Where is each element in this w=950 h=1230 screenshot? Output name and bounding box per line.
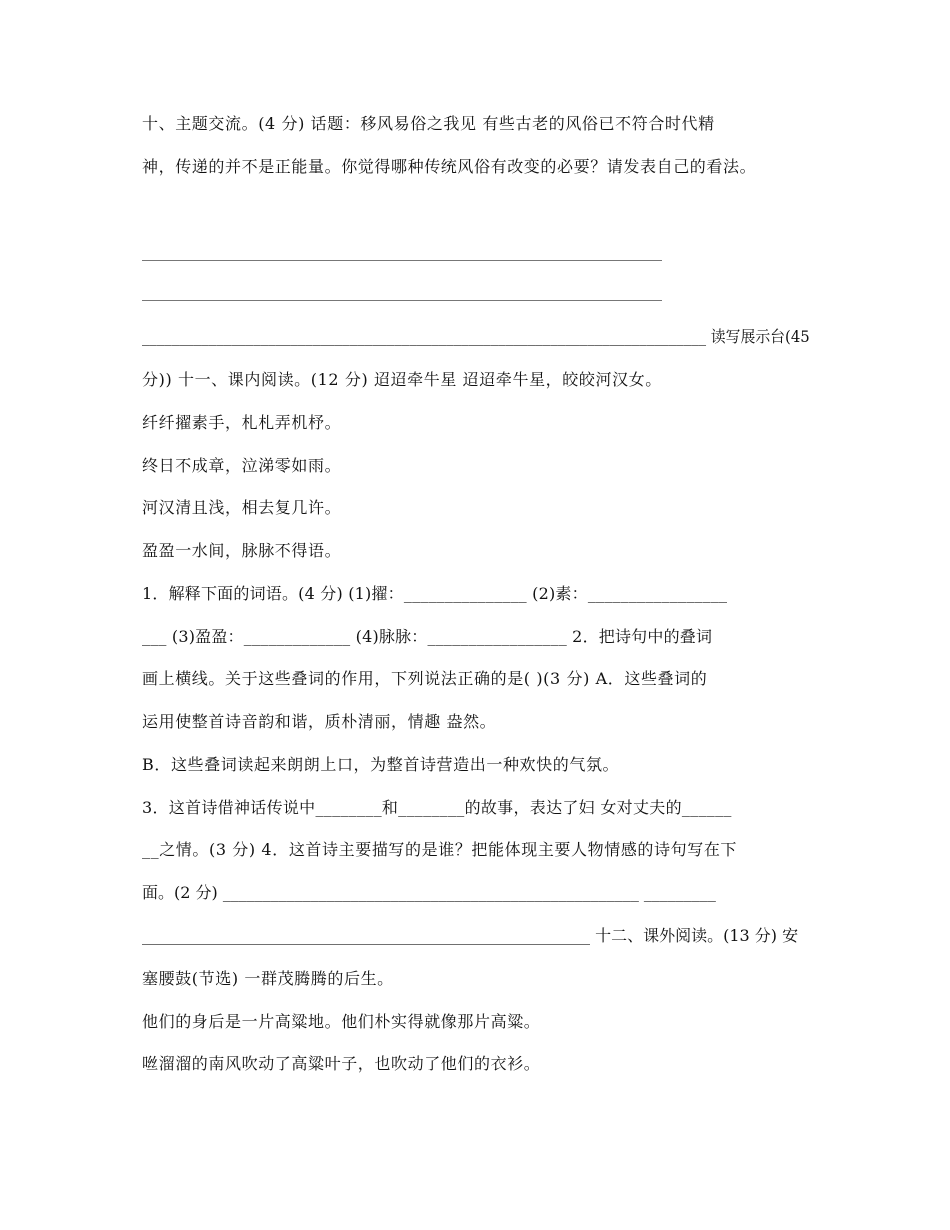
poem-line-5: 盈盈一水间，脉脉不得语。 [142,541,342,560]
reading-paragraph-2: 咝溜溜的南风吹动了高粱叶子，也吹动了他们的衣衫。 [142,1054,541,1073]
answer-line-1 [142,260,662,261]
question-3: 3．这首诗借神话传说中________和________的故事，表达了妇 女对丈夫的______ [142,798,732,817]
question-1-cont: ___ (3)盈盈：_____________ (4)脉脉：_________________ 2．把诗句中的叠词 [142,627,713,646]
reading-paragraph-1: 他们的身后是一片高粱地。他们朴实得就像那片高粱。 [142,1012,541,1031]
answer-line-3-with-section-heading: ____________________________________________________________________________ 读写展示台(45 [142,327,810,346]
answer-line-2 [142,300,662,301]
question-2: 画上横线。关于这些叠词的作用，下列说法正确的是( )(3 分) A．这些叠词的 [142,669,708,688]
poem-line-3: 终日不成章，泣涕零如雨。 [142,456,342,475]
question-4-answer-line: 面。(2 分) ____________________________________________________ _________ [142,883,716,902]
poem-line-4: 河汉清且浅，相去复几许。 [142,498,342,517]
question-3-cont: __之情。(3 分) 4．这首诗主要描写的是谁？把能体现主要人物情感的诗句写在下 [142,840,738,859]
reading-title: 塞腰鼓(节选) 一群茂腾腾的后生。 [142,969,394,988]
section-ten-prompt: 神，传递的并不是正能量。你觉得哪种传统风俗有改变的必要？请发表自己的看法。 [142,157,757,176]
section-twelve-heading: ________________________________________________________ 十二、课外阅读。(13 分) 安 [142,926,799,945]
question-1: 1．解释下面的词语。(4 分) (1)擢：_______________ (2)素：_________________ [142,584,728,603]
poem-line-2: 纤纤擢素手，札札弄机杼。 [142,413,342,432]
question-2-option-b: B．这些叠词读起来朗朗上口，为整首诗营造出一种欢快的气氛。 [142,755,620,774]
section-eleven-heading: 分)) 十一、课内阅读。(12 分) 迢迢牵牛星 迢迢牵牛星，皎皎河汉女。 [142,370,662,389]
question-2-option-a: 运用使整首诗音韵和谐，质朴清丽，情趣 盎然。 [142,712,497,731]
section-ten-heading: 十、主题交流。(4 分) 话题：移风易俗之我见 有些古老的风俗已不符合时代精 [142,114,715,133]
